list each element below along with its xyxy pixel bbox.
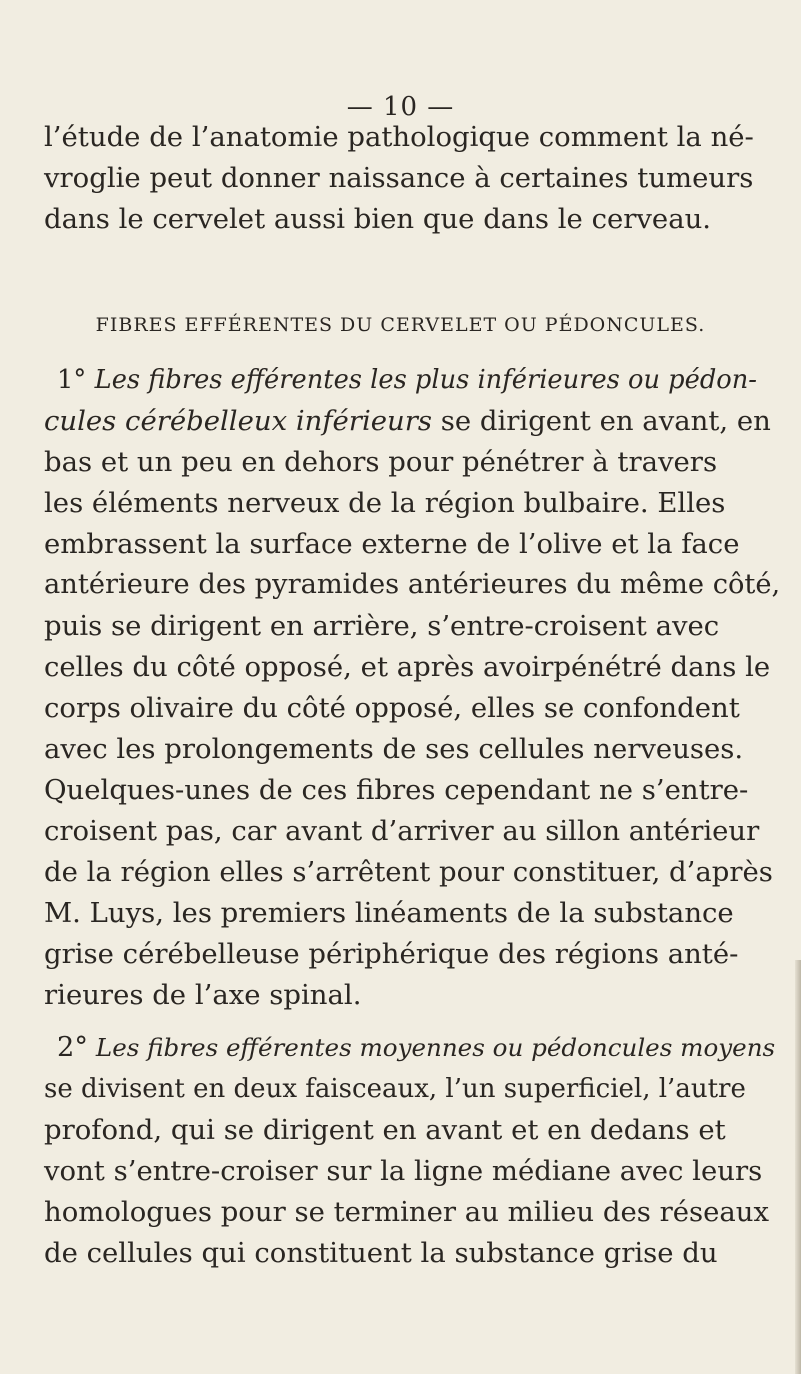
section-heading: FIBRES EFFÉRENTES DU CERVELET OU PÉDONCULES. [95,314,706,336]
text-line: rieures de l’axe spinal. [44,979,362,1011]
page-edge-shadow [795,960,801,1374]
italic-term: Les fibres efférentes moyennes ou pédoncules moyens [95,1033,776,1062]
text-line: M. Luys, les premiers linéaments de la substance [44,897,734,929]
text-line [44,404,771,438]
list-number: 1° [57,365,87,395]
text-line: puis se dirigent en arrière, s’entre-croisent avec [44,610,720,642]
text-line: croisent pas, car avant d’arriver au sillon antérieur [44,815,760,847]
text-line: celles du côté opposé, et après avoirpénétré dans le [44,651,771,683]
text-line: se divisent en deux faisceaux, l’un superficiel, l’autre [44,1074,746,1104]
list-number: 2° [57,1032,88,1063]
text-line: dans le cervelet aussi bien que dans le cerveau. [44,203,712,235]
text-line: antérieure des pyramides antérieures du même côté, [44,569,781,600]
paragraph-2-first-line [57,1031,775,1065]
text-line: homologues pour se terminer au milieu des réseaux [44,1196,769,1228]
paragraph-1-first-line [57,363,757,397]
text-line: corps olivaire du côté opposé, elles se confondent [44,692,740,724]
text-line: Quelques-unes de ces fibres cependant ne s’entre- [44,774,749,806]
text-line: vroglie peut donner naissance à certaines tumeurs [44,162,754,194]
text-line: l’étude de l’anatomie pathologique comment la né- [44,121,754,153]
text-line: bas et un peu en dehors pour pénétrer à travers [44,446,718,478]
text-line: grise cérébelleuse périphérique des régions anté- [44,938,739,970]
text-line: embrassent la surface externe de l’olive et la face [44,528,740,560]
text-segment: se dirigent en avant, en [440,405,771,437]
text-line: avec les prolongements de ses cellules nerveuses. [44,733,744,765]
italic-term: Les fibres efférentes les plus inférieures ou pédon- [94,365,757,395]
page-number: — 10 — [346,92,455,122]
text-line: vont s’entre-croiser sur la ligne médiane avec leurs [44,1155,763,1187]
text-line: les éléments nerveux de la région bulbaire. Elles [44,487,726,519]
text-line: profond, qui se dirigent en avant et en dedans et [44,1114,726,1146]
italic-term: cules cérébelleux inférieurs [44,405,432,437]
text-line: de cellules qui constituent la substance grise du [44,1237,718,1269]
text-line: de la région elles s’arrêtent pour constituer, d’après [44,856,773,888]
